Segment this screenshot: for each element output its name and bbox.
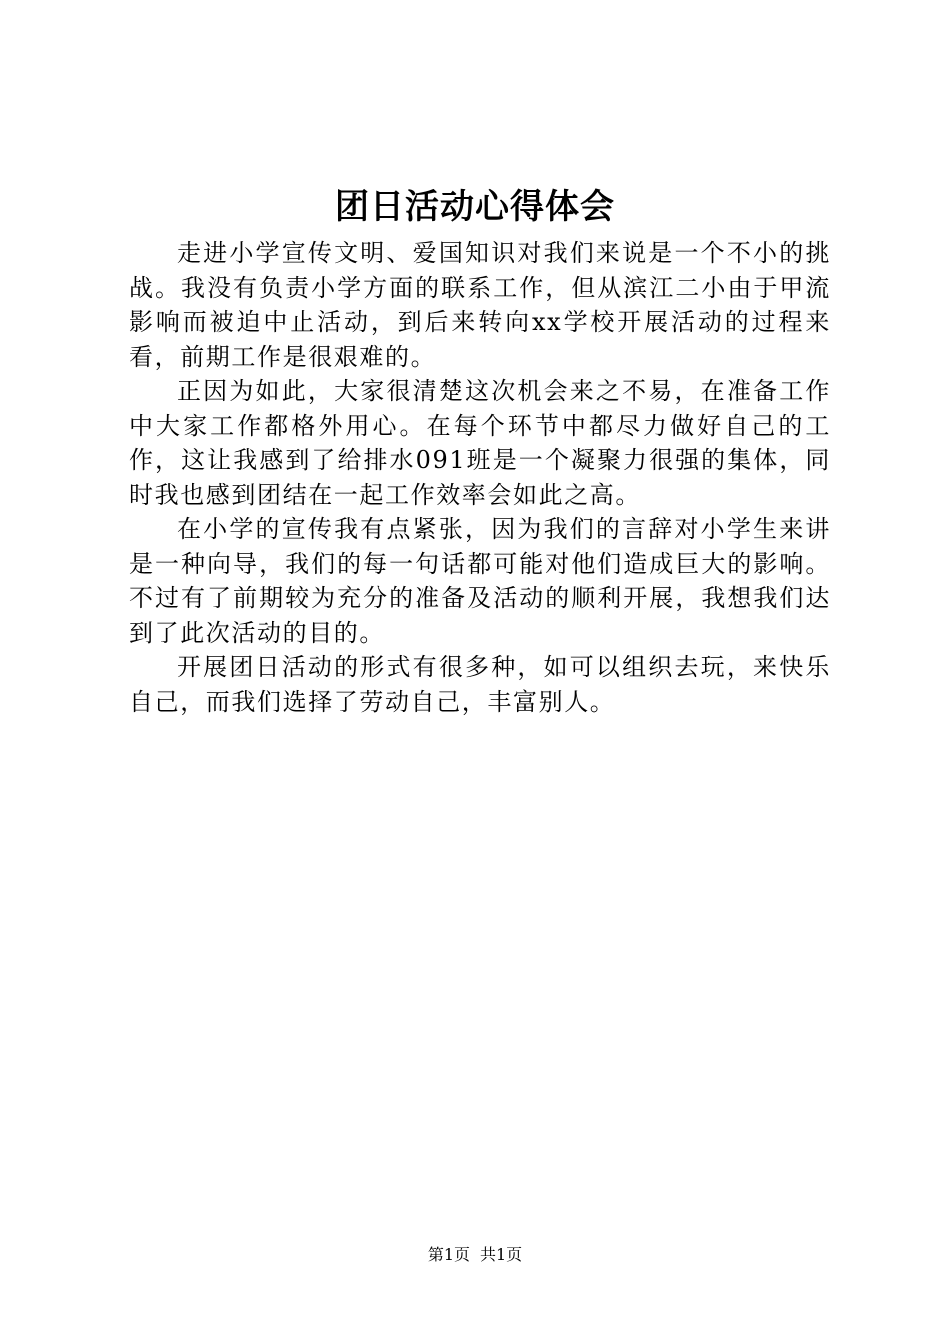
page-number-current: 第1页 (427, 1245, 470, 1264)
paragraph-3: 在小学的宣传我有点紧张，因为我们的言辞对小学生来讲是一种向导，我们的每一句话都可能对他们造成巨大的影响。不过有了前期较为充分的准备及活动的顺利开展，我想我们达到了此次活动的目的。 (129, 515, 831, 647)
paragraph-1: 走进小学宣传文明、爱国知识对我们来说是一个不小的挑战。我没有负责小学方面的联系工作，但从滨江二小由于甲流影响而被迫中止活动，到后来转向xx学校开展活动的过程来看，前期工作是很艰难的。 (129, 239, 831, 371)
page-footer (0, 1244, 950, 1266)
paragraph-4: 开展团日活动的形式有很多种，如可以组织去玩，来快乐自己，而我们选择了劳动自己，丰富别人。 (129, 653, 831, 716)
paragraph-2: 正因为如此，大家很清楚这次机会来之不易，在准备工作中大家工作都格外用心。在每个环节中都尽力做好自己的工作，这让我感到了给排水091班是一个凝聚力很强的集体，同时我也感到团结在一起工作效率会如此之高。 (129, 377, 831, 509)
document-body (129, 236, 831, 719)
page-number-total: 共1页 (480, 1245, 523, 1264)
document-title: 团日活动心得体会 (335, 187, 615, 227)
